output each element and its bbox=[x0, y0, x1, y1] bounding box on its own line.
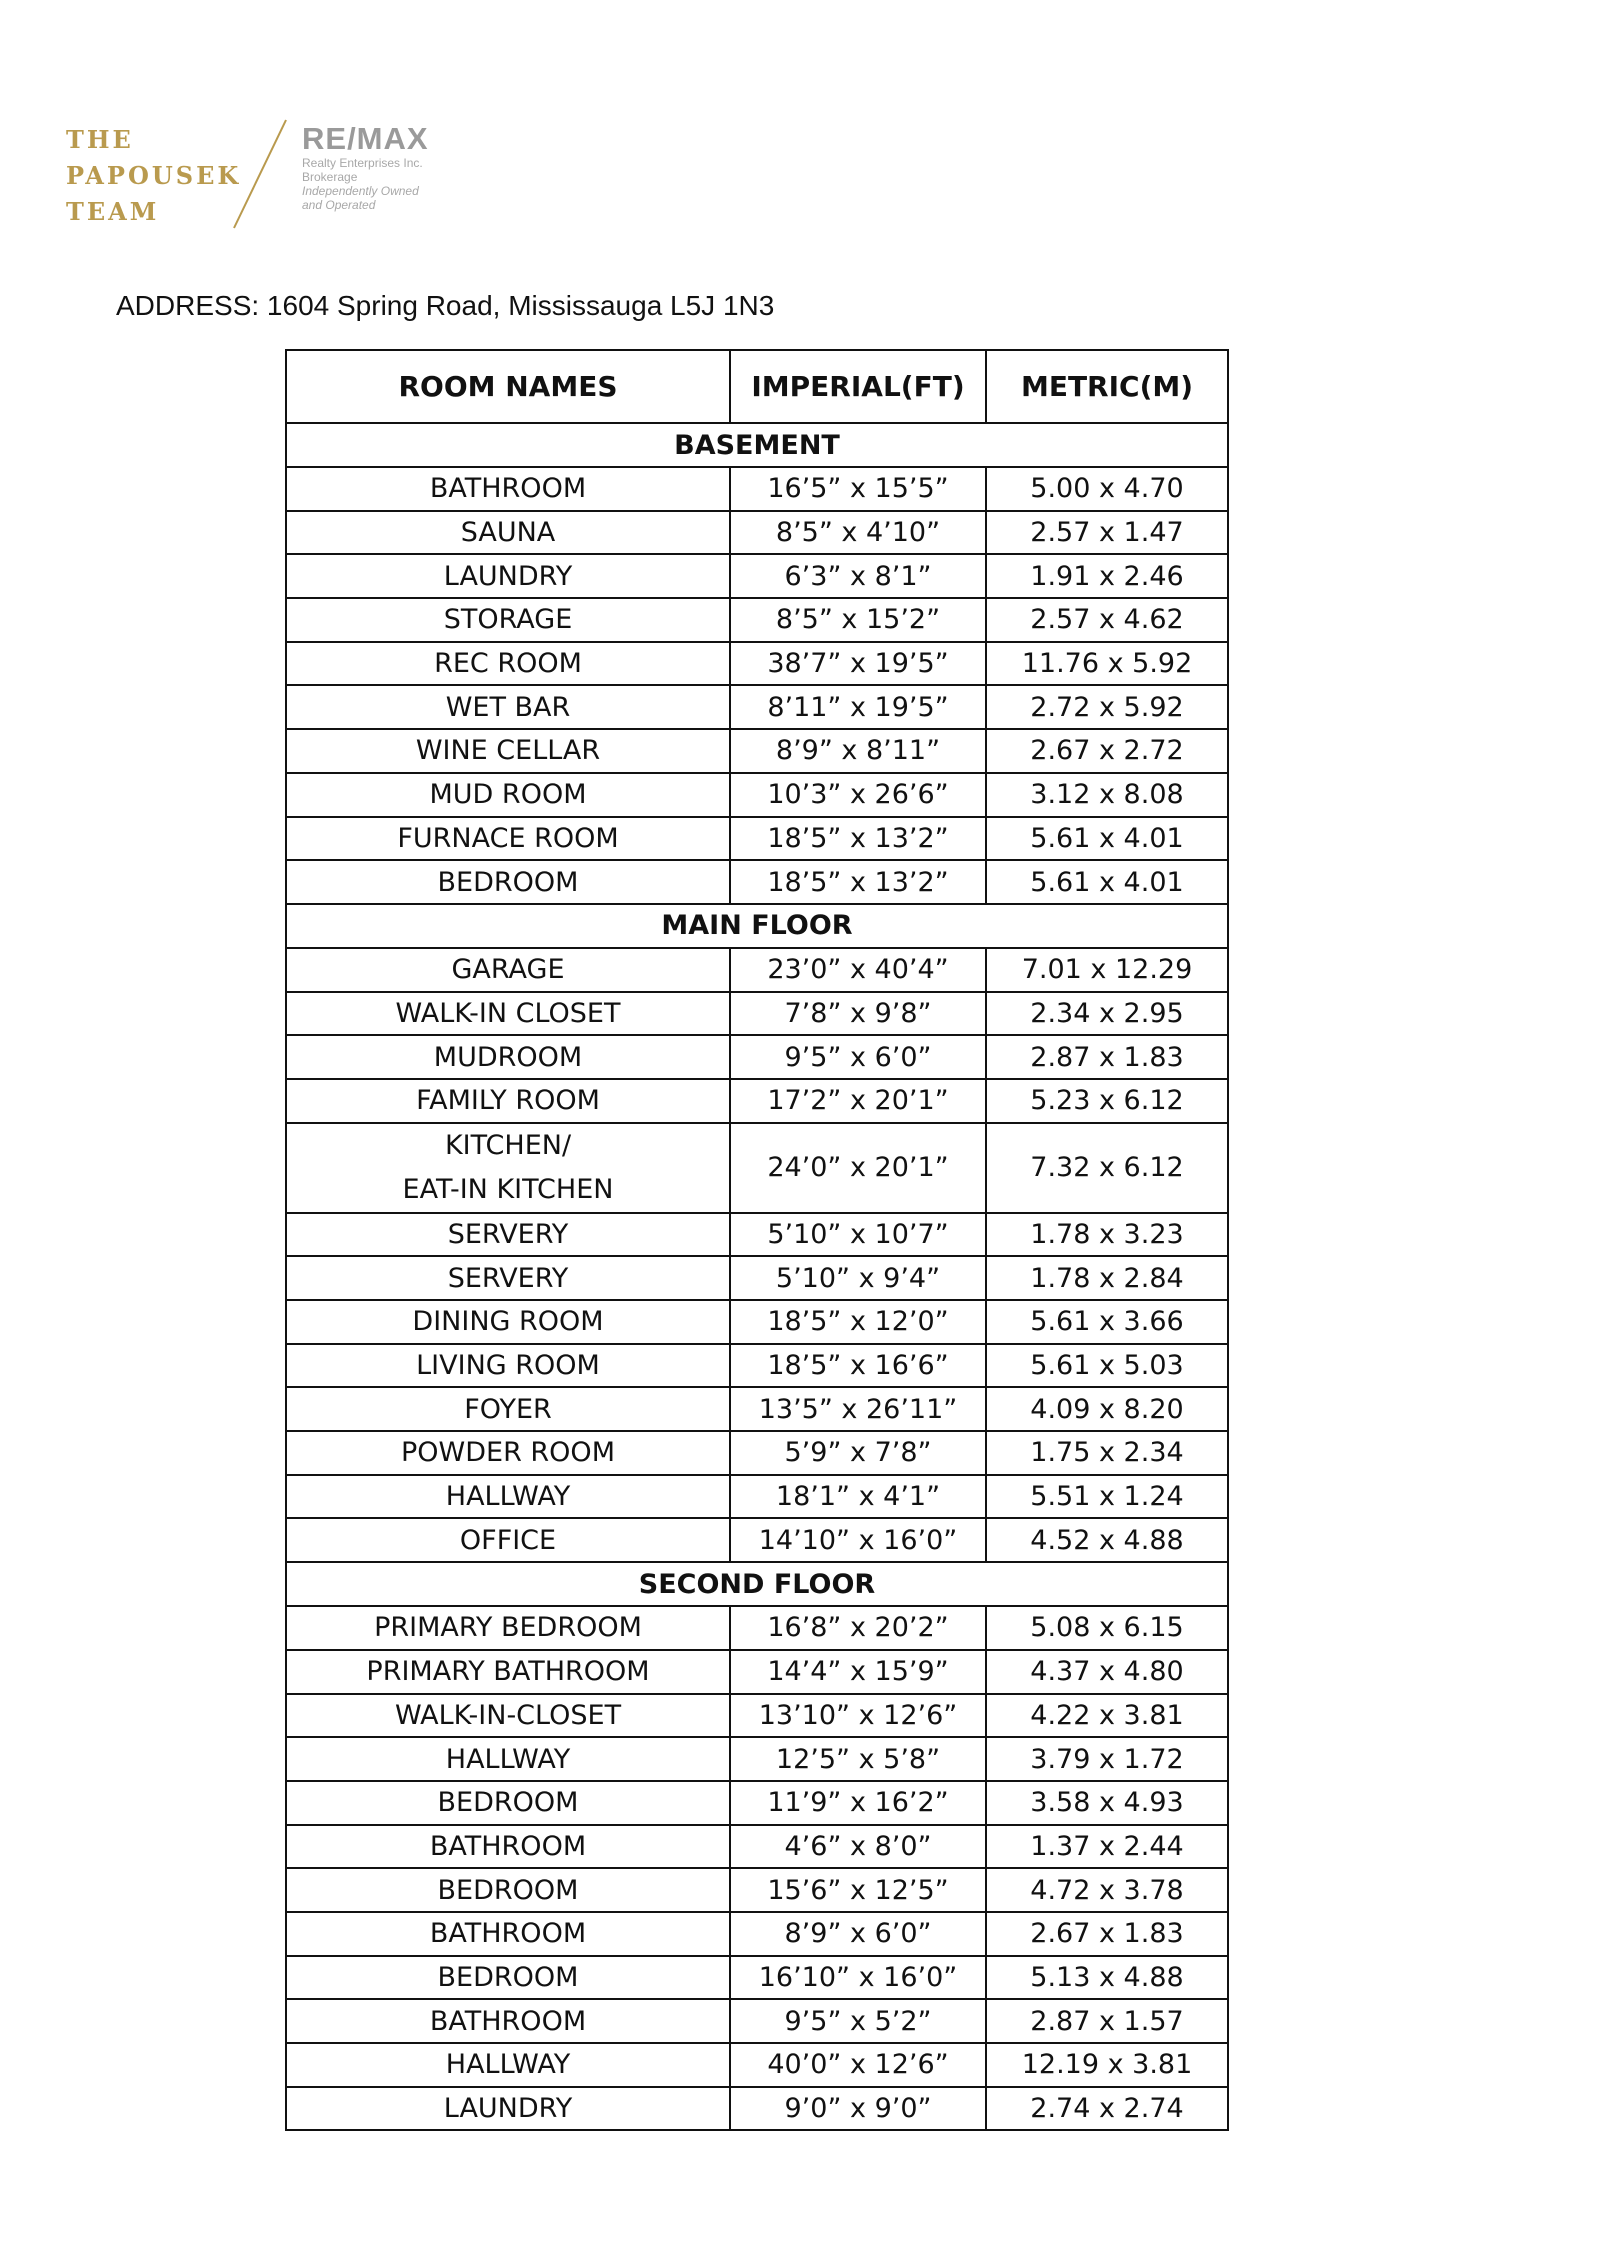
imperial-cell: 9’0” x 9’0” bbox=[730, 2087, 986, 2131]
table-row bbox=[286, 1825, 1228, 1869]
imperial-cell: 23’0” x 40’4” bbox=[730, 948, 986, 992]
imperial-cell: 18’1” x 4’1” bbox=[730, 1475, 986, 1519]
imperial-cell: 18’5” x 13’2” bbox=[730, 860, 986, 904]
imperial-cell: 17’2” x 20’1” bbox=[730, 1079, 986, 1123]
metric-cell: 5.00 x 4.70 bbox=[986, 467, 1228, 511]
room-name-cell: LAUNDRY bbox=[286, 554, 730, 598]
table-row bbox=[286, 948, 1228, 992]
table-row bbox=[286, 1737, 1228, 1781]
table-row bbox=[286, 1999, 1228, 2043]
table-row bbox=[286, 1213, 1228, 1257]
table-row bbox=[286, 1035, 1228, 1079]
table-row bbox=[286, 1475, 1228, 1519]
metric-cell: 1.78 x 2.84 bbox=[986, 1256, 1228, 1300]
imperial-cell: 5’9” x 7’8” bbox=[730, 1431, 986, 1475]
logo-divider bbox=[230, 118, 290, 230]
metric-cell: 3.79 x 1.72 bbox=[986, 1737, 1228, 1781]
room-name-cell: WET BAR bbox=[286, 685, 730, 729]
metric-cell: 4.09 x 8.20 bbox=[986, 1387, 1228, 1431]
imperial-cell: 12’5” x 5’8” bbox=[730, 1737, 986, 1781]
table-row bbox=[286, 1912, 1228, 1956]
room-name-cell: BEDROOM bbox=[286, 1956, 730, 2000]
metric-cell: 4.37 x 4.80 bbox=[986, 1650, 1228, 1694]
metric-cell: 5.23 x 6.12 bbox=[986, 1079, 1228, 1123]
table-row bbox=[286, 1431, 1228, 1475]
imperial-cell: 10’3” x 26’6” bbox=[730, 773, 986, 817]
column-header-imperial: IMPERIAL(FT) bbox=[730, 350, 986, 423]
table-row bbox=[286, 992, 1228, 1036]
imperial-cell: 18’5” x 13’2” bbox=[730, 817, 986, 861]
imperial-cell: 18’5” x 12’0” bbox=[730, 1300, 986, 1344]
metric-cell: 5.61 x 4.01 bbox=[986, 860, 1228, 904]
imperial-cell: 14’4” x 15’9” bbox=[730, 1650, 986, 1694]
imperial-cell: 8’9” x 8’11” bbox=[730, 729, 986, 773]
room-name-cell: FOYER bbox=[286, 1387, 730, 1431]
room-name-cell: HALLWAY bbox=[286, 1737, 730, 1781]
metric-cell: 1.37 x 2.44 bbox=[986, 1825, 1228, 1869]
table-row bbox=[286, 1606, 1228, 1650]
metric-cell: 2.34 x 2.95 bbox=[986, 992, 1228, 1036]
room-name-cell: GARAGE bbox=[286, 948, 730, 992]
room-name-line: KITCHEN/ bbox=[444, 1129, 572, 1161]
table-row bbox=[286, 1123, 1228, 1213]
room-name-cell: SAUNA bbox=[286, 511, 730, 555]
column-header-metric: METRIC(M) bbox=[986, 350, 1228, 423]
metric-cell: 5.51 x 1.24 bbox=[986, 1475, 1228, 1519]
room-name-cell: HALLWAY bbox=[286, 1475, 730, 1519]
metric-cell: 5.61 x 3.66 bbox=[986, 1300, 1228, 1344]
imperial-cell: 14’10” x 16’0” bbox=[730, 1518, 986, 1562]
table-row bbox=[286, 467, 1228, 511]
metric-cell: 1.91 x 2.46 bbox=[986, 554, 1228, 598]
metric-cell: 3.12 x 8.08 bbox=[986, 773, 1228, 817]
metric-cell: 2.67 x 1.83 bbox=[986, 1912, 1228, 1956]
imperial-cell: 9’5” x 6’0” bbox=[730, 1035, 986, 1079]
brand-logo bbox=[66, 118, 466, 228]
metric-cell: 4.52 x 4.88 bbox=[986, 1518, 1228, 1562]
metric-cell: 2.87 x 1.83 bbox=[986, 1035, 1228, 1079]
room-name-cell: MUDROOM bbox=[286, 1035, 730, 1079]
room-name-cell: BEDROOM bbox=[286, 860, 730, 904]
room-name-cell: REC ROOM bbox=[286, 642, 730, 686]
table-row bbox=[286, 773, 1228, 817]
table-row bbox=[286, 729, 1228, 773]
imperial-cell: 8’5” x 4’10” bbox=[730, 511, 986, 555]
metric-cell: 3.58 x 4.93 bbox=[986, 1781, 1228, 1825]
room-name-cell: BATHROOM bbox=[286, 467, 730, 511]
table-row bbox=[286, 1079, 1228, 1123]
imperial-cell: 8’5” x 15’2” bbox=[730, 598, 986, 642]
metric-cell: 2.72 x 5.92 bbox=[986, 685, 1228, 729]
room-name-cell: BATHROOM bbox=[286, 1825, 730, 1869]
imperial-cell: 15’6” x 12’5” bbox=[730, 1868, 986, 1912]
imperial-cell: 5’10” x 9’4” bbox=[730, 1256, 986, 1300]
table-row bbox=[286, 1344, 1228, 1388]
room-name-cell: OFFICE bbox=[286, 1518, 730, 1562]
metric-cell: 2.67 x 2.72 bbox=[986, 729, 1228, 773]
imperial-cell: 16’10” x 16’0” bbox=[730, 1956, 986, 2000]
table-body bbox=[286, 423, 1228, 2130]
room-name-cell: BEDROOM bbox=[286, 1868, 730, 1912]
table-row bbox=[286, 817, 1228, 861]
table-row bbox=[286, 1868, 1228, 1912]
metric-cell: 2.74 x 2.74 bbox=[986, 2087, 1228, 2131]
room-name-cell: MUD ROOM bbox=[286, 773, 730, 817]
metric-cell: 7.32 x 6.12 bbox=[986, 1123, 1228, 1213]
section-heading: MAIN FLOOR bbox=[286, 904, 1228, 948]
section-heading: BASEMENT bbox=[286, 423, 1228, 467]
metric-cell: 4.22 x 3.81 bbox=[986, 1694, 1228, 1738]
room-name-cell: WALK-IN-CLOSET bbox=[286, 1694, 730, 1738]
imperial-cell: 40’0” x 12’6” bbox=[730, 2043, 986, 2087]
room-name-cell bbox=[286, 1123, 730, 1213]
imperial-cell: 6’3” x 8’1” bbox=[730, 554, 986, 598]
table-row bbox=[286, 1256, 1228, 1300]
section-heading: SECOND FLOOR bbox=[286, 1562, 1228, 1606]
room-name-line: EAT-IN KITCHEN bbox=[402, 1173, 614, 1205]
room-name-cell: BATHROOM bbox=[286, 1912, 730, 1956]
metric-cell: 5.61 x 5.03 bbox=[986, 1344, 1228, 1388]
table-row bbox=[286, 598, 1228, 642]
table-row bbox=[286, 1694, 1228, 1738]
metric-cell: 12.19 x 3.81 bbox=[986, 2043, 1228, 2087]
metric-cell: 2.57 x 4.62 bbox=[986, 598, 1228, 642]
imperial-cell: 9’5” x 5’2” bbox=[730, 1999, 986, 2043]
room-name-cell: WALK-IN CLOSET bbox=[286, 992, 730, 1036]
table-row bbox=[286, 1300, 1228, 1344]
metric-cell: 4.72 x 3.78 bbox=[986, 1868, 1228, 1912]
table-row bbox=[286, 1518, 1228, 1562]
metric-cell: 2.87 x 1.57 bbox=[986, 1999, 1228, 2043]
imperial-cell: 5’10” x 10’7” bbox=[730, 1213, 986, 1257]
remax-sub-line: Independently Owned bbox=[302, 184, 419, 198]
metric-cell: 5.13 x 4.88 bbox=[986, 1956, 1228, 2000]
room-name-cell: POWDER ROOM bbox=[286, 1431, 730, 1475]
room-name-cell: BEDROOM bbox=[286, 1781, 730, 1825]
room-name-cell: HALLWAY bbox=[286, 2043, 730, 2087]
team-logo-line: PAPOUSEK bbox=[66, 161, 242, 190]
room-name-cell: SERVERY bbox=[286, 1256, 730, 1300]
column-header-room: ROOM NAMES bbox=[286, 350, 730, 423]
table-row bbox=[286, 511, 1228, 555]
room-name-cell: SERVERY bbox=[286, 1213, 730, 1257]
imperial-cell: 13’5” x 26’11” bbox=[730, 1387, 986, 1431]
remax-sub-line: Brokerage bbox=[302, 170, 358, 184]
imperial-cell: 7’8” x 9’8” bbox=[730, 992, 986, 1036]
room-name-cell: LIVING ROOM bbox=[286, 1344, 730, 1388]
table-row bbox=[286, 1956, 1228, 2000]
room-name-cell: FAMILY ROOM bbox=[286, 1079, 730, 1123]
table-row bbox=[286, 642, 1228, 686]
metric-cell: 2.57 x 1.47 bbox=[986, 511, 1228, 555]
metric-cell: 1.78 x 3.23 bbox=[986, 1213, 1228, 1257]
team-logo-line: THE bbox=[66, 125, 134, 154]
table-row bbox=[286, 554, 1228, 598]
room-dimensions-table bbox=[285, 349, 1229, 2131]
room-name-cell: FURNACE ROOM bbox=[286, 817, 730, 861]
metric-cell: 5.61 x 4.01 bbox=[986, 817, 1228, 861]
table-row bbox=[286, 1650, 1228, 1694]
team-logo-text bbox=[66, 122, 241, 230]
section-row bbox=[286, 423, 1228, 467]
section-row bbox=[286, 1562, 1228, 1606]
property-address: ADDRESS: 1604 Spring Road, Mississauga L5J 1N3 bbox=[116, 290, 775, 321]
room-name-cell: DINING ROOM bbox=[286, 1300, 730, 1344]
imperial-cell: 4’6” x 8’0” bbox=[730, 1825, 986, 1869]
remax-sub-line: Realty Enterprises Inc. bbox=[302, 156, 423, 170]
imperial-cell: 18’5” x 16’6” bbox=[730, 1344, 986, 1388]
metric-cell: 7.01 x 12.29 bbox=[986, 948, 1228, 992]
team-logo-line: TEAM bbox=[66, 197, 160, 226]
imperial-cell: 13’10” x 12’6” bbox=[730, 1694, 986, 1738]
metric-cell: 5.08 x 6.15 bbox=[986, 1606, 1228, 1650]
table-row bbox=[286, 2087, 1228, 2131]
room-name-cell: WINE CELLAR bbox=[286, 729, 730, 773]
room-name-cell: BATHROOM bbox=[286, 1999, 730, 2043]
section-row bbox=[286, 904, 1228, 948]
room-dimensions-table-wrapper bbox=[285, 349, 1229, 2131]
imperial-cell: 8’11” x 19’5” bbox=[730, 685, 986, 729]
table-header-row bbox=[286, 350, 1228, 423]
table-row bbox=[286, 860, 1228, 904]
metric-cell: 11.76 x 5.92 bbox=[986, 642, 1228, 686]
remax-brand-name: RE/MAX bbox=[302, 121, 429, 156]
table-row bbox=[286, 685, 1228, 729]
room-name-cell: PRIMARY BEDROOM bbox=[286, 1606, 730, 1650]
imperial-cell: 8’9” x 6’0” bbox=[730, 1912, 986, 1956]
imperial-cell: 38’7” x 19’5” bbox=[730, 642, 986, 686]
room-name-cell: STORAGE bbox=[286, 598, 730, 642]
imperial-cell: 16’5” x 15’5” bbox=[730, 467, 986, 511]
table-row bbox=[286, 1781, 1228, 1825]
imperial-cell: 11’9” x 16’2” bbox=[730, 1781, 986, 1825]
imperial-cell: 24’0” x 20’1” bbox=[730, 1123, 986, 1213]
room-name-cell: PRIMARY BATHROOM bbox=[286, 1650, 730, 1694]
room-name-cell: LAUNDRY bbox=[286, 2087, 730, 2131]
remax-sub-line: and Operated bbox=[302, 198, 376, 212]
metric-cell: 1.75 x 2.34 bbox=[986, 1431, 1228, 1475]
table-row bbox=[286, 2043, 1228, 2087]
table-row bbox=[286, 1387, 1228, 1431]
imperial-cell: 16’8” x 20’2” bbox=[730, 1606, 986, 1650]
remax-logo bbox=[302, 122, 429, 212]
